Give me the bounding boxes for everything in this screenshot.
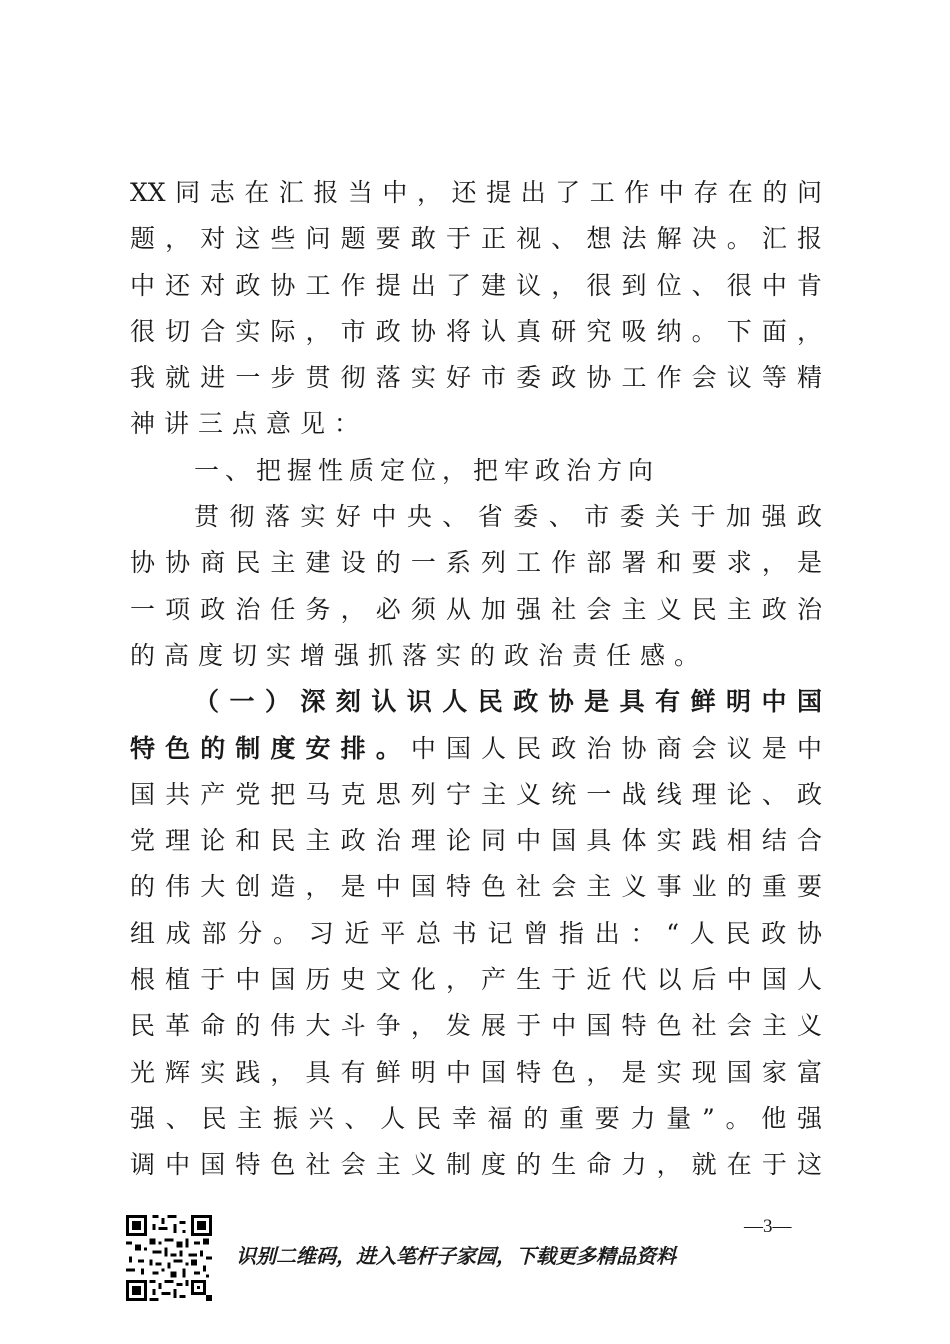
text-line: 一项政治任务，必须从加强社会主义民主政治	[130, 594, 822, 624]
text-line: 民革命的伟大斗争，发展于中国特色社会主义	[130, 1011, 822, 1041]
text-line: 国共产党把马克思列宁主义统一战线理论、政	[130, 779, 822, 809]
text-line: 的伟大创造，是中国特色社会主义事业的重要	[130, 872, 822, 902]
text-line: XX同志在汇报当中，还提出了工作中存在的问	[130, 178, 822, 207]
text-line: 协协商民主建设的一系列工作部署和要求，是	[130, 548, 822, 578]
text-run: 中国人民政治协商会议是中	[410, 733, 822, 763]
text-line: 光辉实践，具有鲜明中国特色，是实现国家富	[130, 1057, 822, 1087]
subheading-end: 特色的制度安排。	[130, 733, 411, 763]
text-line: 党理论和民主政治理论同中国具体实践相结合	[130, 826, 822, 856]
subheading: （一）深刻认识人民政协是具有鲜明中国	[194, 687, 822, 717]
text-line: 贯彻落实好中央、省委、市委关于加强政	[194, 502, 822, 532]
subheading-line	[130, 726, 822, 772]
text-line: 根植于中国历史文化，产生于近代以后中国人	[130, 965, 822, 995]
text-line: 我就进一步贯彻落实好市委政协工作会议等精	[130, 363, 822, 393]
promo-footer-text: 识别二维码，进入笔杆子家园，下载更多精品资料	[236, 1244, 676, 1268]
text-line: 中还对政协工作提出了建议，很到位、很中肯	[130, 270, 822, 300]
qr-code-icon[interactable]	[126, 1215, 212, 1301]
text-line: 组成部分。习近平总书记曾指出：“人民政协	[130, 918, 822, 948]
text-line: 强、民主振兴、人民幸福的重要力量”。他强	[130, 1103, 822, 1133]
page-number: —3—	[744, 1216, 792, 1237]
text-line: 调中国特色社会主义制度的生命力，就在于这	[130, 1150, 822, 1180]
section-heading: 一、把握性质定位，把牢政治方向	[194, 455, 660, 485]
text-line: 很切合实际，市政协将认真研究吸纳。下面，	[130, 316, 822, 346]
text-line: 神讲三点意见：	[130, 409, 369, 439]
document-body	[130, 170, 822, 1189]
text-line: 的高度切实增强抓落实的政治责任感。	[130, 640, 709, 670]
text-line: 题，对这些问题要敢于正视、想法解决。汇报	[130, 224, 822, 254]
